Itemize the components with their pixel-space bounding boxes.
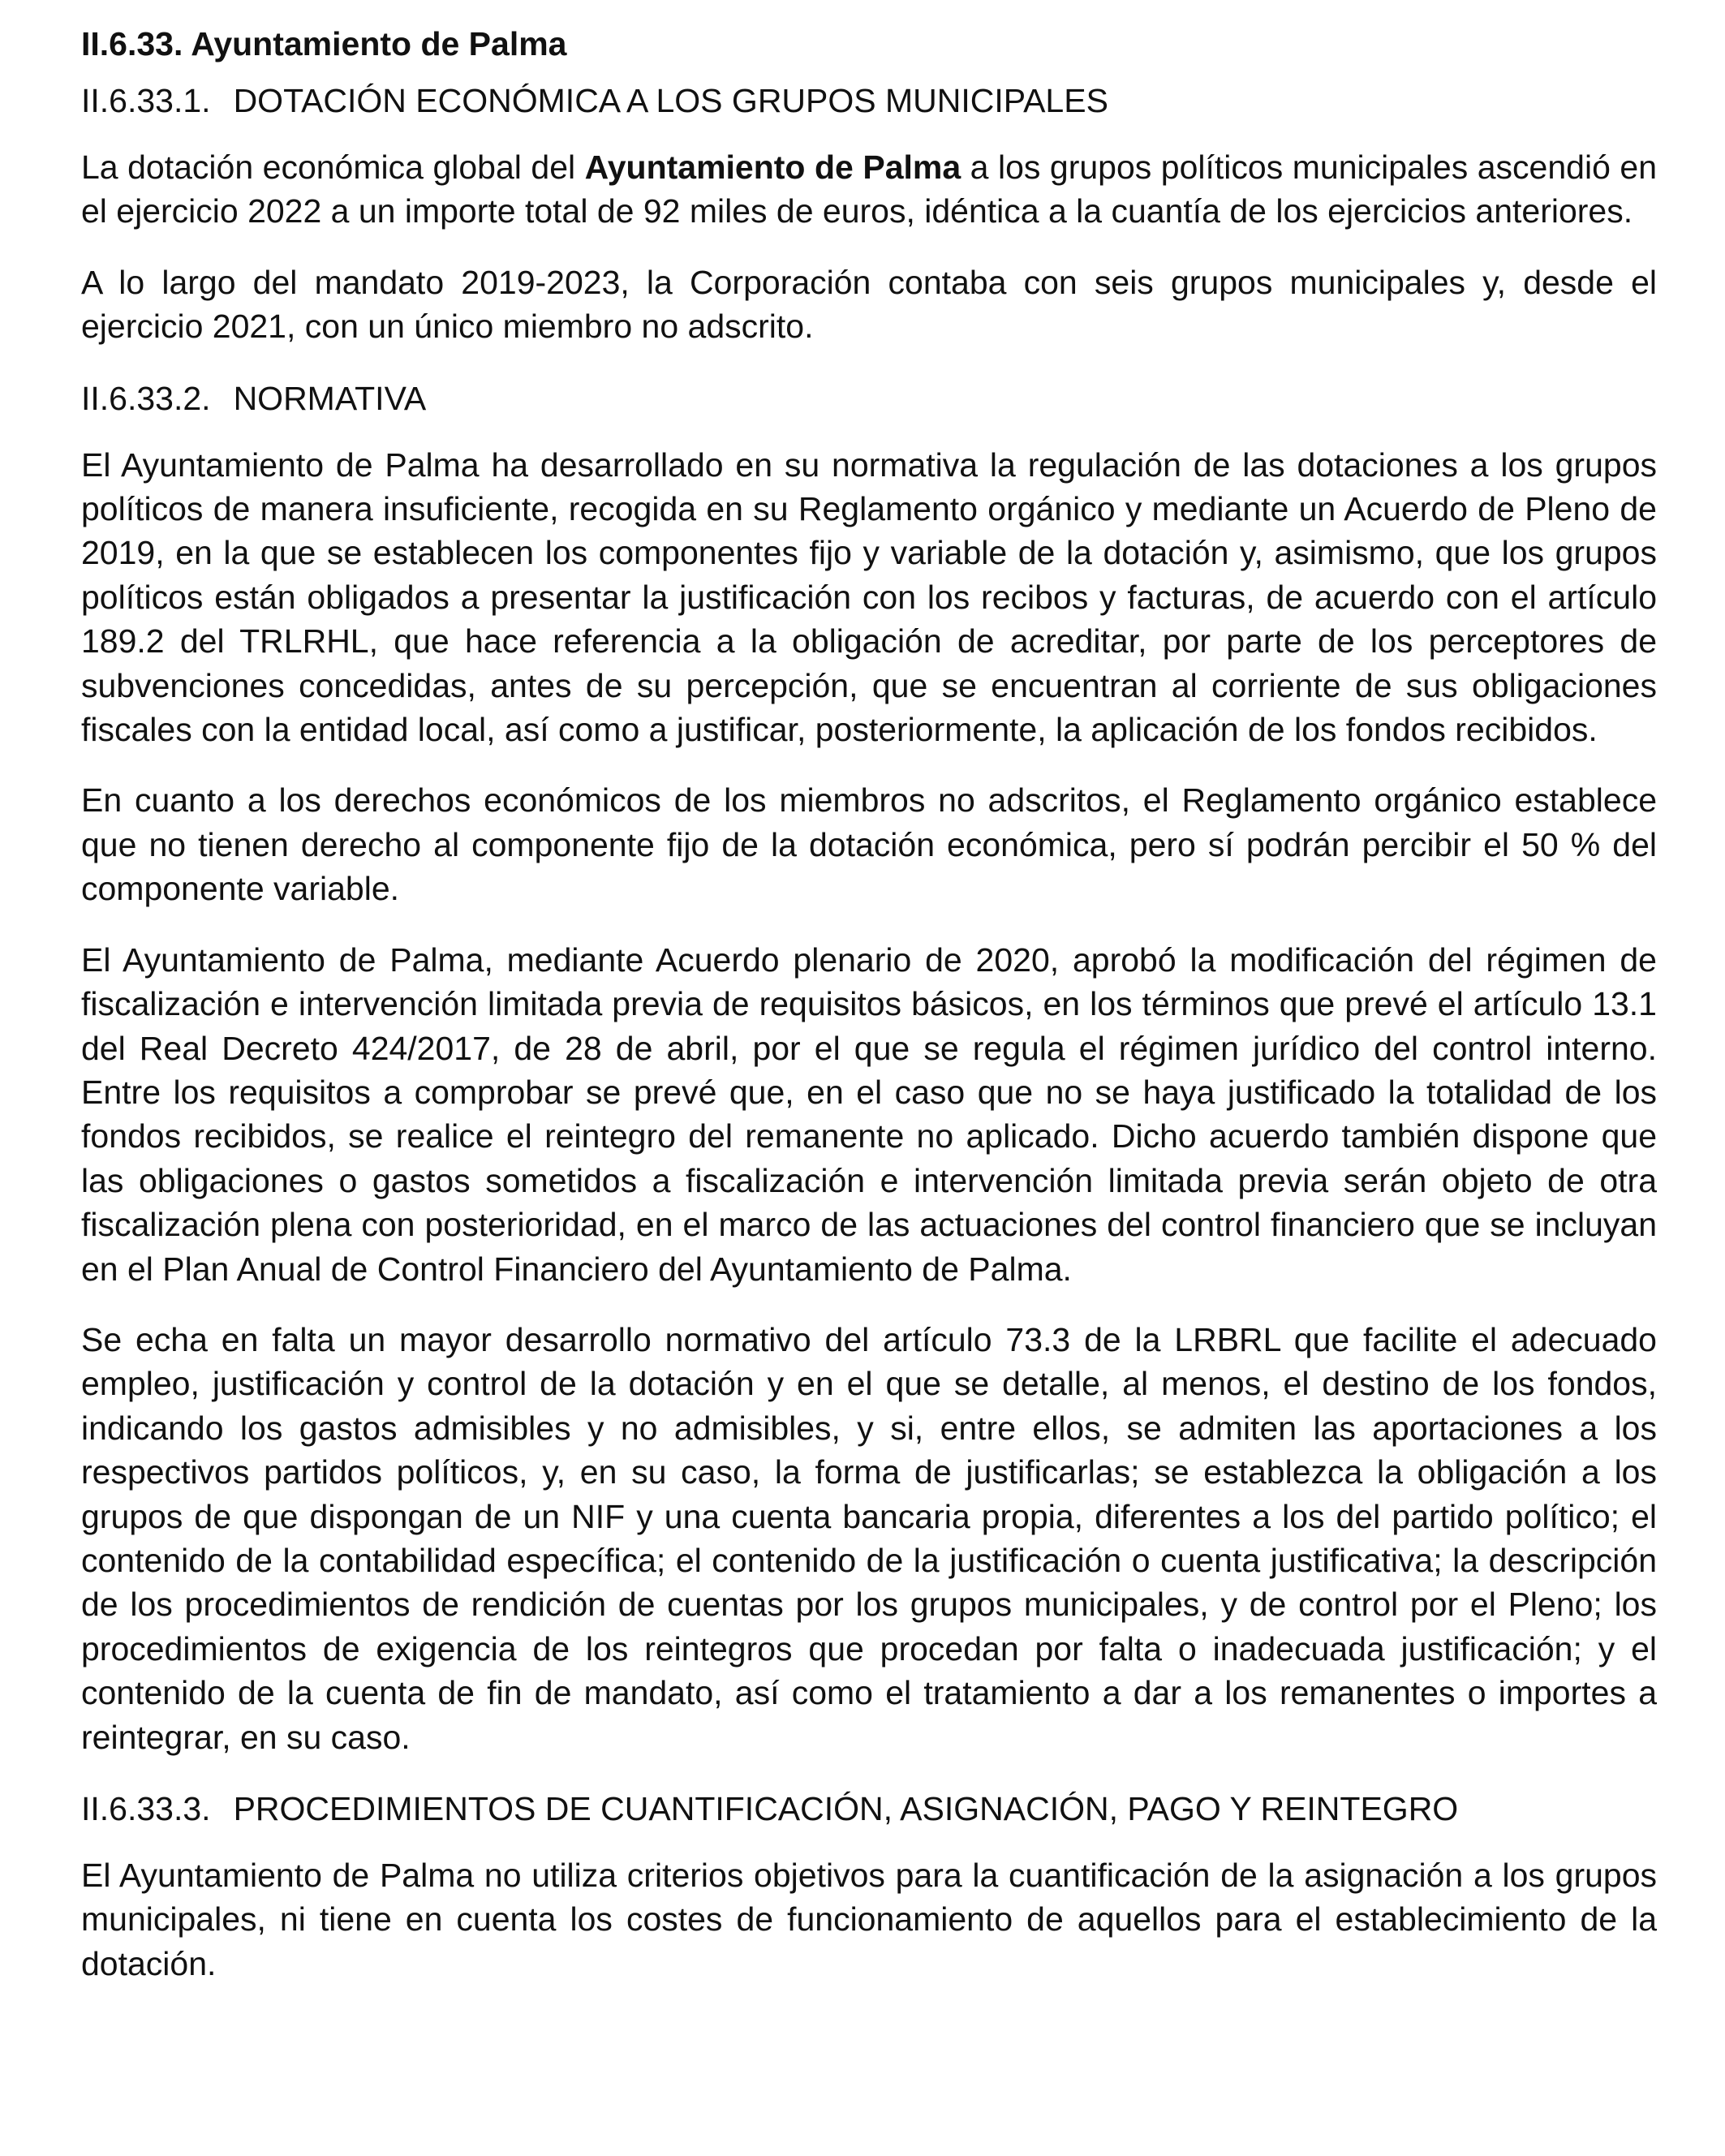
subsection-heading: [81, 376, 1657, 421]
paragraph: A lo largo del mandato 2019-2023, la Corporación contaba con seis grupos municipales y, desde el ejercicio 2021, con un único miembro no adscrito.: [81, 263, 1657, 346]
subsection-number: II.6.33.2.: [81, 379, 211, 417]
paragraph: Se echa en falta un mayor desarrollo normativo del artículo 73.3 de la LRBRL que facilite el adecuado empleo, justificación y control de la dotación y en el que se detalle, al menos, el destino de los fondos, indicando los gastos admisibles y no admisibles, y si, entre ellos, se admiten las aportaciones a los respectivos partidos políticos, y, en su caso, la forma de justificarlas; se establezca la obligación a los grupos de que dispongan de un NIF y una cuenta bancaria propia, diferentes a los del partido político; el contenido de la contabilidad específica; el contenido de la justificación o cuenta justificativa; la descripción de los procedimientos de rendición de cuentas por los grupos municipales, y de control por el Pleno; los procedimientos de exigencia de los reintegros que procedan por falta o inadecuada justificación; y el contenido de la cuenta de fin de mandato, así como el tratamiento a dar a los remanentes o importes a reintegrar, en su caso.: [81, 1320, 1657, 1756]
paragraph-emphasis: Ayuntamiento de Palma: [584, 148, 961, 186]
paragraph: El Ayuntamiento de Palma ha desarrollado en su normativa la regulación de las dotaciones a los grupos políticos de manera insuficiente, recogida en su Reglamento orgánico y mediante un Acuerdo de Pleno de 2019, en la que se establecen los componentes fijo y variable de la dotación y, asimismo, que los grupos políticos están obligados a presentar la justificación con los recibos y facturas, de acuerdo con el artículo 189.2 del TRLRHL, que hace referencia a la obligación de acreditar, por parte de los perceptores de subvenciones concedidas, antes de su percepción, que se encuentran al corriente de sus obligaciones fiscales con la entidad local, así como a justificar, posteriormente, la aplicación de los fondos recibidos.: [81, 445, 1657, 749]
paragraph-text: La dotación económica global del: [81, 148, 585, 186]
subsection-number: II.6.33.3.: [81, 1790, 211, 1827]
document-page: [81, 21, 1657, 2012]
paragraph-text: a los grupos políticos municipales ascendió en el ejercicio 2022 a un importe total de 92 miles de euros, idéntica a la cuantía de los ejercicios anteriores.: [81, 148, 1657, 230]
paragraph: El Ayuntamiento de Palma no utiliza criterios objetivos para la cuantificación de la asignación a los grupos municipales, ni tiene en cuenta los costes de funcionamiento de aquellos para el establecimiento de la dotación.: [81, 1857, 1657, 1982]
paragraph: El Ayuntamiento de Palma, mediante Acuerdo plenario de 2020, aprobó la modificación del régimen de fiscalización e intervención limitada previa de requisitos básicos, en los términos que prevé el artículo 13.1 del Real Decreto 424/2017, de 28 de abril, por el que se regula el régimen jurídico del control interno. Entre los requisitos a comprobar se prevé que, en el caso que no se haya justificado la totalidad de los fondos recibidos, se realice el reintegro del remanente no aplicado. Dicho acuerdo también dispone que las obligaciones o gastos sometidos a fiscalización e intervención limitada previa serán objeto de otra fiscalización plena con posterioridad, en el marco de las actuaciones del control financiero que se incluyan en el Plan Anual de Control Financiero del Ayuntamiento de Palma.: [81, 940, 1657, 1288]
paragraph: [81, 145, 1657, 234]
subsection-number: II.6.33.1.: [81, 82, 211, 119]
subsection-title: DOTACIÓN ECONÓMICA A LOS GRUPOS MUNICIPALES: [233, 82, 1108, 119]
subsection-title: NORMATIVA: [233, 379, 427, 417]
subsection-title: PROCEDIMIENTOS DE CUANTIFICACIÓN, ASIGNACIÓN, PAGO Y REINTEGRO: [233, 1790, 1459, 1827]
section-title: II.6.33. Ayuntamiento de Palma: [81, 25, 567, 62]
subsection-heading: [81, 1786, 1657, 1831]
paragraph: En cuanto a los derechos económicos de los miembros no adscritos, el Reglamento orgánico establece que no tienen derecho al componente fijo de la dotación económica, pero sí podrán percibir el 50 % del componente variable.: [81, 781, 1657, 908]
subsection-heading: [81, 78, 1657, 123]
